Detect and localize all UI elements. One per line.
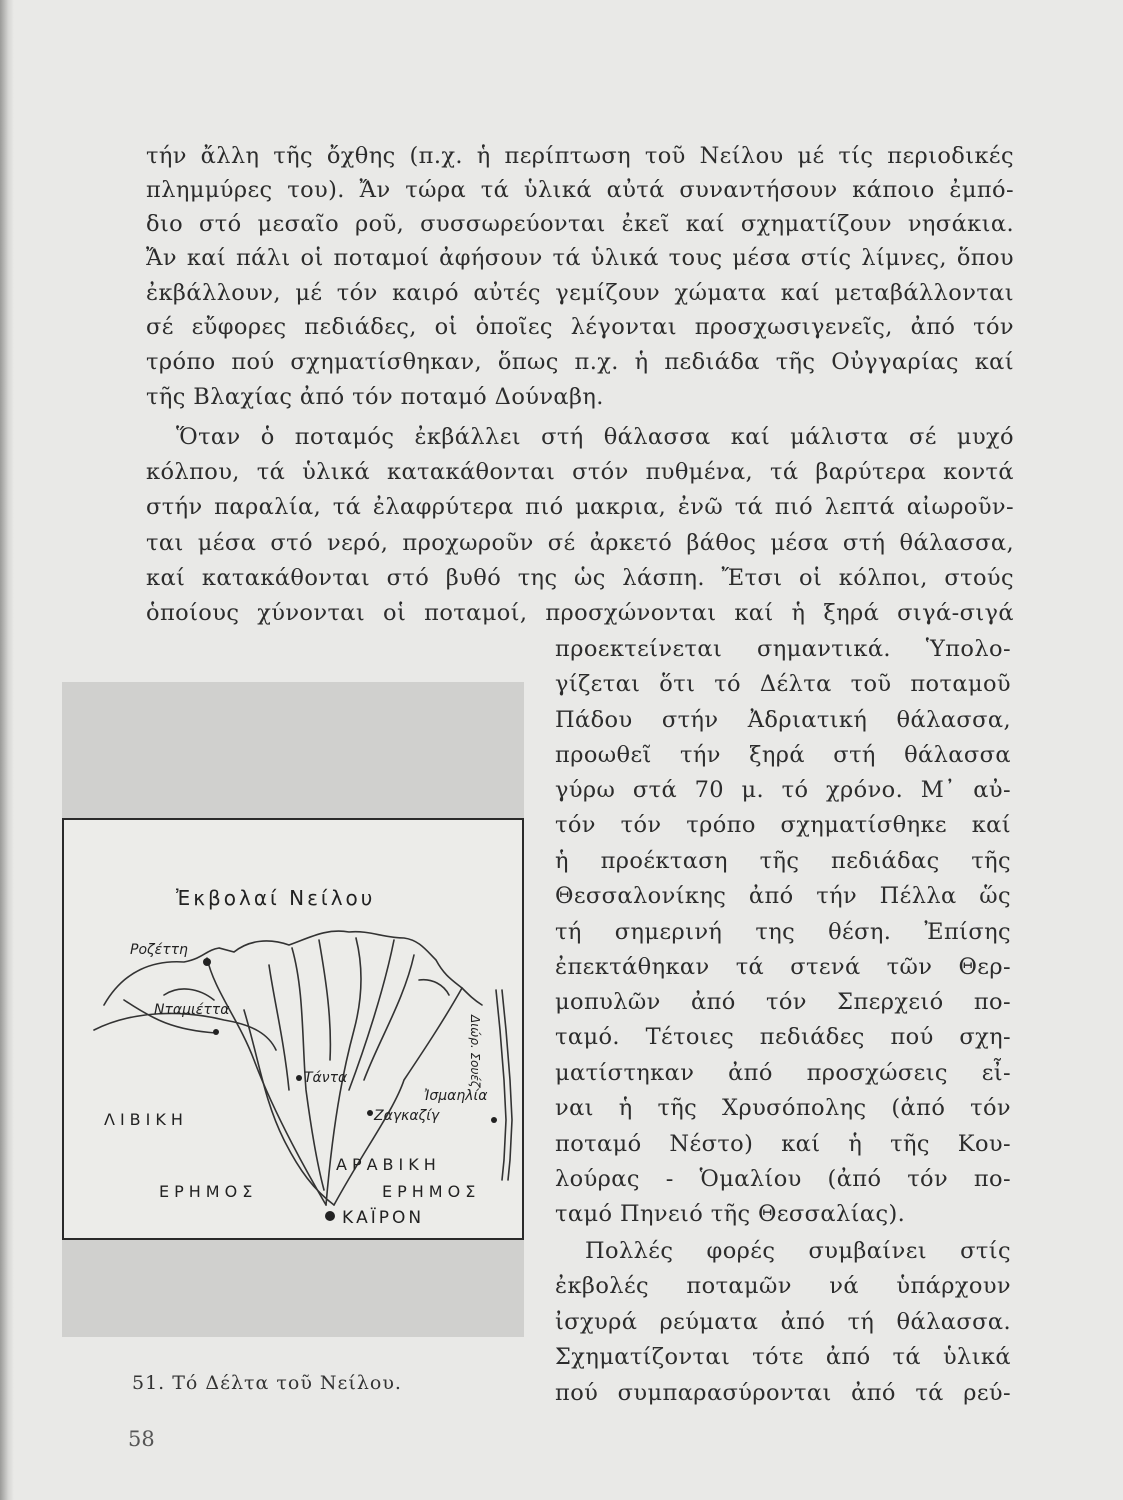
text-line: σέ εὔφορες πεδιάδες, οἱ ὁποῖες λέγονται προσχωσιγενεῖς, ἀπό τόν (146, 314, 1014, 340)
map-label-libyan-desert-2: ΕΡΗΜΟΣ (159, 1182, 258, 1201)
text-line: ἡ προέκταση τῆς πεδιάδας τῆς (555, 848, 1011, 874)
nile-delta-map (62, 818, 524, 1240)
map-channel (349, 940, 394, 1090)
damietta-dot (213, 1029, 219, 1035)
text-line: προεκτείνεται σημαντικά. Ὑπολο- (555, 636, 1011, 662)
text-line: τόν τόν τρόπο σχηματίσθηκε καί (555, 812, 1011, 838)
text-line: ὁποίους χύνονται οἱ ποταμοί, προσχώνονται καί ἡ ξηρά σιγά-σιγά (146, 600, 1014, 626)
text-line: τρόπο πού σχηματίσθηκαν, ὅπως π.χ. ἡ πεδιάδα τῆς Οὐγγαρίας καί (146, 349, 1014, 375)
map-label-cairo: ΚΑΪΡΟΝ (342, 1208, 425, 1228)
ismailia-dot (491, 1117, 497, 1123)
map-channel (269, 965, 289, 1090)
text-line: μοπυλῶν ἀπό τόν Σπερχειό πο- (555, 989, 1011, 1015)
text-line: γύρω στά 70 μ. τό χρόνο. Μ᾽ αὐ- (555, 777, 1011, 803)
map-label-tanta: Τάντα (304, 1070, 348, 1086)
map-label-zagazig: Ζαγκαζίγ (374, 1108, 440, 1124)
text-line: Ὅταν ὁ ποταμός ἐκβάλλει στή θάλασσα καί μάλιστα σέ μυχό (176, 424, 1014, 450)
map-lake (419, 980, 449, 995)
text-line: λούρας - Ὁμαλίου (ἀπό τόν πο- (555, 1166, 1011, 1192)
page-number: 58 (128, 1427, 155, 1451)
text-line: ταμό Πηνειό τῆς Θεσσαλίας). (555, 1201, 906, 1227)
text-line: ἐκβολές ποταμῶν νά ὑπάρχουν (555, 1273, 1011, 1299)
map-label-damietta: Νταμιέττα (154, 1002, 230, 1018)
text-line: Σχηματίζονται τότε ἀπό τά ὑλικά (555, 1344, 1011, 1370)
map-label-arabian-desert-2: ΕΡΗΜΟΣ (382, 1182, 481, 1201)
text-line: τή σημερινή της θέση. Ἐπίσης (555, 919, 1011, 945)
map-label-ismailia: Ἰσμαηλία (424, 1088, 488, 1104)
text-line: διο στό μεσαῖο ροῦ, συσσωρεύονται ἐκεῖ καί σχηματίζουν νησάκια. (146, 211, 1014, 237)
text-line: γίζεται ὅτι τό Δέλτα τοῦ ποταμοῦ (555, 671, 1011, 697)
text-line: ται μέσα στό νερό, προχωροῦν σέ ἀρκετό βάθος μέσα στή θάλασσα, (146, 530, 1014, 556)
map-title: Ἐκβολαί Νείλου (176, 886, 376, 910)
text-line: τήν ἄλλη τῆς ὄχθης (π.χ. ἡ περίπτωση τοῦ Νείλου μέ τίς περιοδικές (146, 143, 1014, 169)
text-line: πού συμπαρασύρονται ἀπό τά ρεύ- (555, 1380, 1011, 1406)
map-label-rosetta: Ροζέττη (130, 942, 188, 958)
book-spine-shadow (0, 0, 14, 1500)
text-line: ἐκβάλλουν, μέ τόν καιρό αὐτές γεμίζουν χώματα καί μεταβάλλονται (146, 280, 1014, 306)
text-line: ναι ἡ τῆς Χρυσόπολης (ἀπό τόν (555, 1095, 1011, 1121)
text-line: καί κατακάθονται στό βυθό της ὡς λάσπη. Ἔτσι οἱ κόλποι, στούς (146, 565, 1014, 591)
text-line: ματίστηκαν ἀπό προσχώσεις εἶ- (555, 1060, 1011, 1086)
map-label-libyan-desert: ΛΙΒΙΚΗ (104, 1110, 188, 1129)
map-label-suez-canal: Διώρ. Σουέζ (468, 1015, 482, 1088)
text-line: ἰσχυρά ρεύματα ἀπό τή θάλασσα. (555, 1309, 1011, 1335)
text-line: Πάδου στήν Ἀδριατική θάλασσα, (555, 707, 1011, 733)
figure-caption: 51. Τό Δέλτα τοῦ Νείλου. (132, 1372, 402, 1394)
text-line: τῆς Βλαχίας ἀπό τόν ποταμό Δούναβη. (146, 384, 604, 410)
rosetta-dot (203, 958, 211, 966)
map-desert-edge (94, 1013, 276, 1050)
map-lake (164, 989, 214, 1000)
zagazig-dot (367, 1110, 373, 1116)
text-line: Θεσσαλονίκης ἀπό τήν Πέλλα ὥς (555, 883, 1011, 909)
text-line: προωθεῖ τήν ξηρά στή θάλασσα (555, 742, 1011, 768)
text-line: κόλπου, τά ὑλικά κατακάθονται στόν πυθμένα, τά βαρύτερα κοντά (146, 459, 1014, 485)
text-line: ἐπεκτάθηκαν τά στενά τῶν Θερ- (555, 954, 1011, 980)
text-line: στήν παραλία, τά ἐλαφρύτερα πιό μακρια, ἐνῶ τά πιό λεπτά αἰωροῦν- (146, 494, 1014, 520)
tanta-dot (296, 1075, 302, 1081)
map-channel (364, 955, 414, 1080)
text-line: Πολλές φορές συμβαίνει στίς (585, 1238, 1011, 1264)
map-label-arabian-desert: ΑΡΑΒΙΚΗ (336, 1155, 441, 1174)
text-line: Ἄν καί πάλι οἱ ποταμοί ἀφήσουν τά ὑλικά τους μέσα στίς λίμνες, ὅπου (146, 245, 1014, 271)
text-line: πλημμύρες του). Ἄν τώρα τά ὑλικά αὐτά συναντήσουν κάποιο ἐμπό- (146, 177, 1014, 203)
map-drawing (64, 820, 522, 1238)
text-line: ταμό. Τέτοιες πεδιάδες πού σχη- (555, 1024, 1011, 1050)
cairo-dot (325, 1211, 335, 1221)
map-channel (319, 940, 330, 1060)
text-line: ποταμό Νέστο) καί ἡ τῆς Κου- (555, 1131, 1011, 1157)
